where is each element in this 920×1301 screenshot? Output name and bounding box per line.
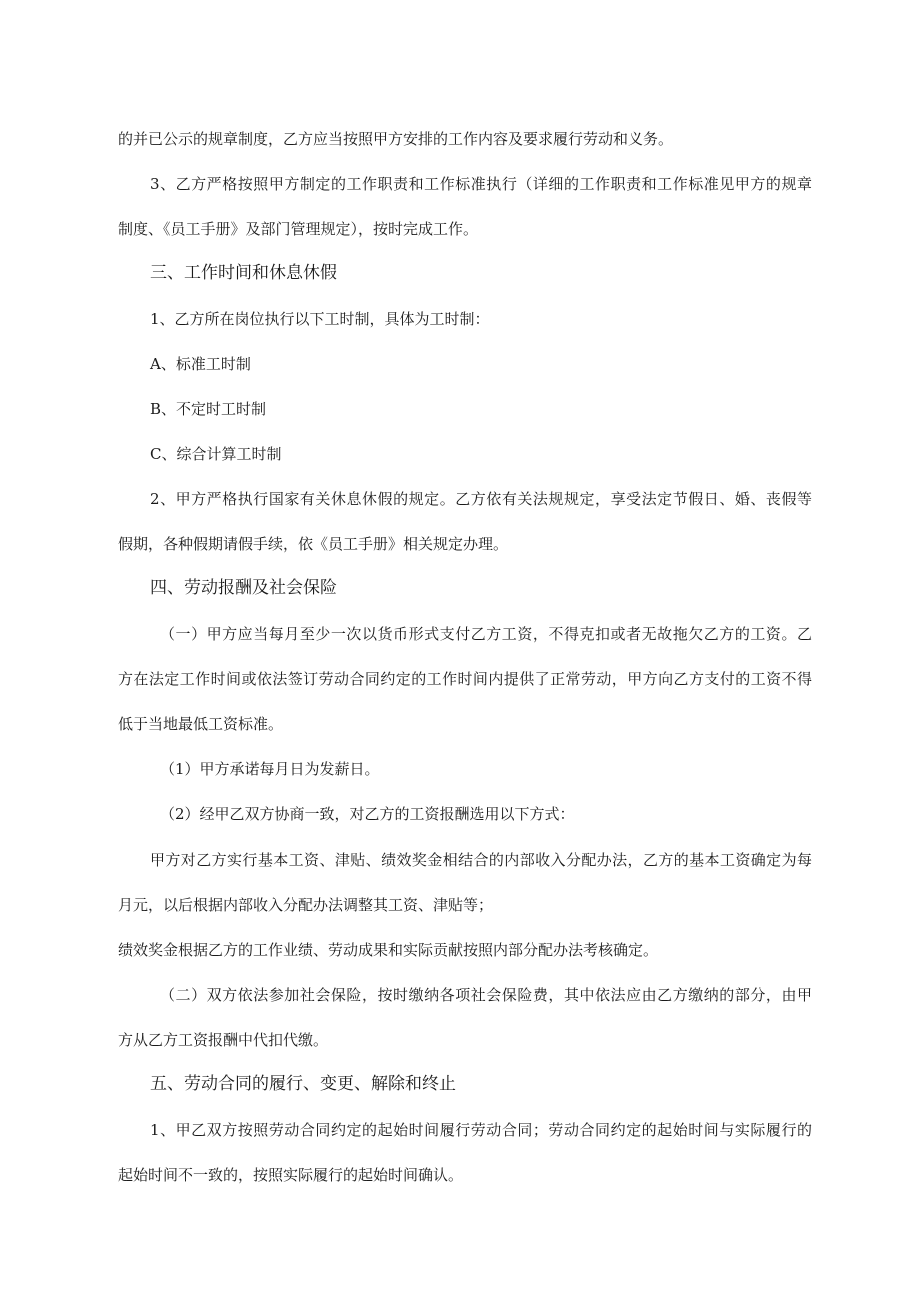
paragraph-line: 假期，各种假期请假手续，依《员工手册》相关规定办理。 — [118, 535, 509, 553]
section-heading: 五、劳动合同的履行、变更、解除和终止 — [150, 1074, 456, 1094]
paragraph-line: 月元，以后根据内部收入分配办法调整其工资、津贴等； — [118, 896, 494, 914]
paragraph-line: （1）甲方承诺每月日为发薪日。 — [160, 760, 380, 778]
paragraph-line: 的并已公示的规章制度，乙方应当按照甲方安排的工作内容及要求履行劳动和义务。 — [118, 130, 674, 148]
list-item: A、标准工时制 — [150, 355, 251, 373]
list-item: B、不定时工时制 — [150, 400, 267, 418]
paragraph-line: 起始时间不一致的，按照实际履行的起始时间确认。 — [118, 1166, 464, 1184]
paragraph-line: 1、甲乙双方按照劳动合同约定的起始时间履行劳动合同；劳动合同约定的起始时间与实际履行的 — [150, 1121, 812, 1139]
paragraph-line: （2）经甲乙双方协商一致，对乙方的工资报酬选用以下方式： — [160, 805, 575, 823]
paragraph-line: 3、乙方严格按照甲方制定的工作职责和工作标准执行（详细的工作职责和工作标准见甲方的规章 — [150, 175, 812, 193]
paragraph-line: 低于当地最低工资标准。 — [118, 715, 284, 733]
paragraph-line: （一）甲方应当每月至少一次以货币形式支付乙方工资，不得克扣或者无故拖欠乙方的工资。乙 — [160, 625, 812, 643]
paragraph-line: 2、甲方严格执行国家有关休息休假的规定。乙方依有关法规规定，享受法定节假日、婚、丧假等 — [150, 490, 812, 508]
section-heading: 三、工作时间和休息休假 — [150, 263, 337, 283]
paragraph-line: 绩效奖金根据乙方的工作业绩、劳动成果和实际贡献按照内部分配办法考核确定。 — [118, 941, 659, 959]
paragraph-line: 制度、《员工手册》及部门管理规定），按时完成工作。 — [118, 220, 479, 238]
paragraph-line: 方从乙方工资报酬中代扣代缴。 — [118, 1031, 329, 1049]
paragraph-line: 1、乙方所在岗位执行以下工时制，具体为工时制： — [150, 310, 490, 328]
section-heading: 四、劳动报酬及社会保险 — [150, 578, 337, 598]
paragraph-line: （二）双方依法参加社会保险，按时缴纳各项社会保险费，其中依法应由乙方缴纳的部分，由甲 — [160, 986, 812, 1004]
paragraph-line: 方在法定工作时间或依法签订劳动合同约定的工作时间内提供了正常劳动，甲方向乙方支付的工资不得 — [118, 670, 812, 688]
paragraph-line: 甲方对乙方实行基本工资、津贴、绩效奖金相结合的内部收入分配办法，乙方的基本工资确定为每 — [150, 851, 812, 869]
list-item: C、综合计算工时制 — [150, 445, 282, 463]
